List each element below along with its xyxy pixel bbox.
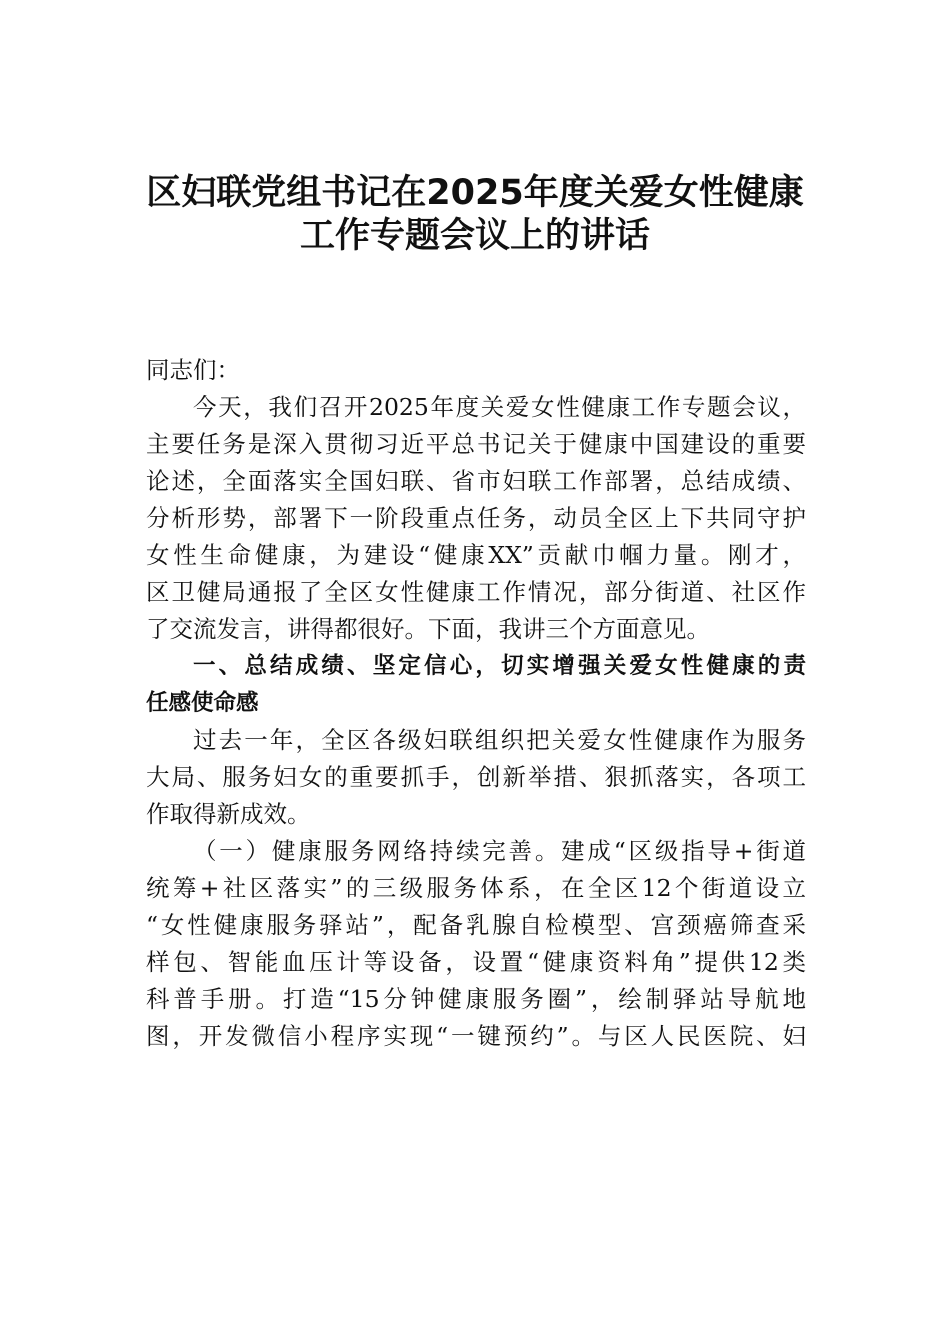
paragraph-line: 女性生命健康，为建设“健康XX”贡献巾帼力量。刚才， [146, 541, 806, 569]
paragraph-line: 样包、智能血压计等设备，设置“健康资料角”提供12类 [146, 948, 806, 976]
paragraph-line: 分析形势，部署下一阶段重点任务，动员全区上下共同守护 [146, 504, 806, 532]
paragraph-line: 统筹+社区落实”的三级服务体系，在全区12个街道设立 [146, 874, 806, 902]
heading-line: 任感使命感 [146, 690, 259, 716]
paragraph-line: 论述，全面落实全国妇联、省市妇联工作部署，总结成绩、 [146, 467, 806, 495]
paragraph-line: 了交流发言，讲得都很好。下面，我讲三个方面意见。 [146, 615, 710, 643]
paragraph-line: 主要任务是深入贯彻习近平总书记关于健康中国建设的重要 [146, 430, 806, 458]
paragraph-line: 图，开发微信小程序实现“一键预约”。与区人民医院、妇 [146, 1022, 806, 1050]
paragraph-line: 科普手册。打造“15分钟健康服务圈”，绘制驿站导航地 [146, 985, 806, 1013]
paragraph-opening [146, 389, 806, 648]
heading-line: 一、总结成绩、坚定信心，切实增强关爱女性健康的责 [193, 653, 806, 679]
paragraph-line: 作取得新成效。 [146, 800, 311, 828]
document-title-line-1: 区妇联党组书记在2025年度关爱女性健康 [146, 173, 804, 213]
paragraph-line: 区卫健局通报了全区女性健康工作情况，部分街道、社区作 [146, 578, 806, 606]
paragraph-health-network [146, 833, 806, 1055]
paragraph-line: （一）健康服务网络持续完善。建成“区级指导+街道 [193, 837, 806, 865]
document-body [146, 352, 806, 1055]
paragraph-line: 今天，我们召开2025年度关爱女性健康工作专题会议， [193, 393, 806, 421]
greeting: 同志们： [146, 356, 240, 384]
section-heading-1 [146, 648, 806, 722]
paragraph-summary [146, 722, 806, 833]
paragraph-line: 过去一年，全区各级妇联组织把关爱女性健康作为服务 [193, 726, 806, 754]
paragraph-line: “女性健康服务驿站”，配备乳腺自检模型、宫颈癌筛查采 [146, 911, 806, 939]
paragraph-line: 大局、服务妇女的重要抓手，创新举措、狠抓落实，各项工 [146, 763, 806, 791]
document-title-line-2: 工作专题会议上的讲话 [299, 216, 650, 256]
